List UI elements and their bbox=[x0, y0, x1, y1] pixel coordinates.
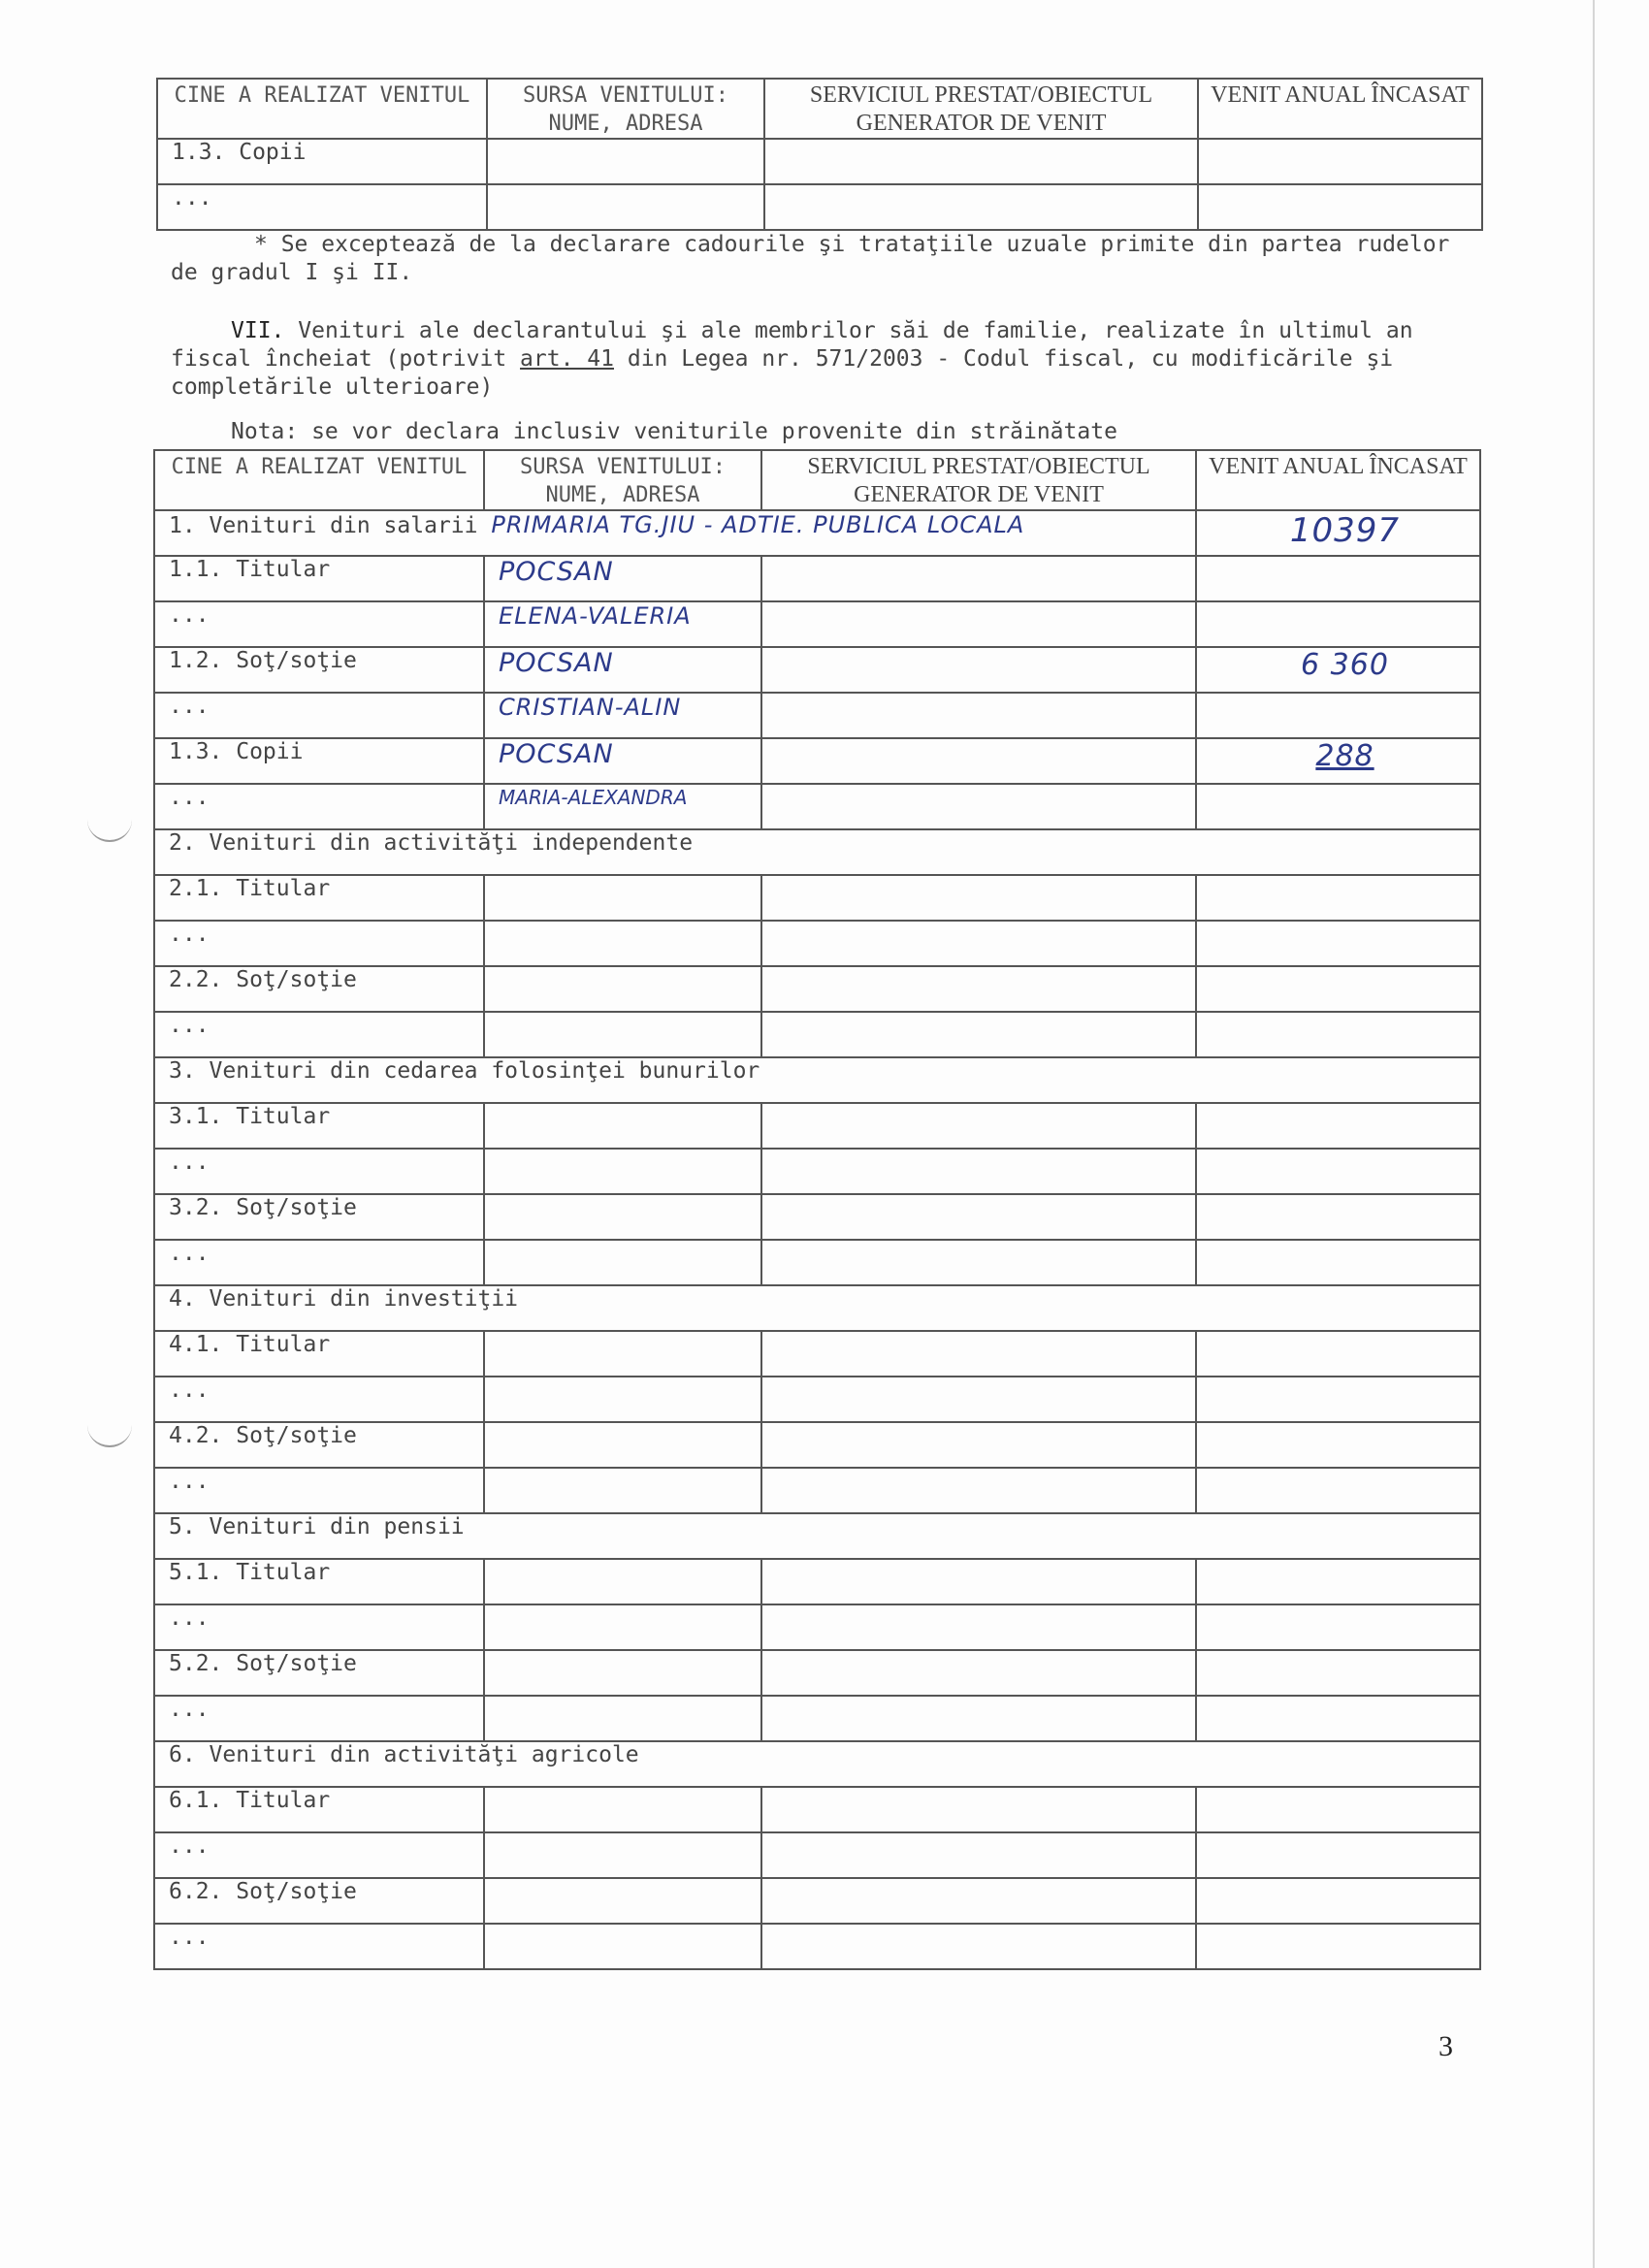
amount-cell bbox=[1196, 738, 1480, 784]
empty-cell bbox=[484, 875, 761, 921]
empty-cell bbox=[761, 966, 1196, 1012]
header-serviciul: SERVICIUL PRESTAT/OBIECTUL GENERATOR DE VENIT bbox=[764, 79, 1198, 139]
row-label: 4.1. Titular bbox=[154, 1331, 484, 1377]
row-label: ... bbox=[154, 1604, 484, 1650]
header-cine: CINE A REALIZAT VENITUL bbox=[154, 450, 484, 510]
row-label: 6.1. Titular bbox=[154, 1787, 484, 1832]
source-cell bbox=[484, 738, 761, 784]
row-label: ... bbox=[154, 1468, 484, 1513]
law-article-link[interactable]: art. 41 bbox=[520, 346, 614, 372]
empty-cell bbox=[761, 693, 1196, 738]
source-cell bbox=[484, 601, 761, 647]
header-venit: VENIT ANUAL ÎNCASAT bbox=[1196, 450, 1480, 510]
table-row bbox=[154, 1559, 1480, 1604]
row-label: 1.3. Copii bbox=[154, 738, 484, 784]
table-row bbox=[157, 184, 1482, 230]
empty-cell bbox=[761, 1103, 1196, 1149]
empty-cell bbox=[1196, 1103, 1480, 1149]
section-label: 3. Venituri din cedarea folosinţei bunurilor bbox=[154, 1057, 1480, 1103]
empty-cell bbox=[1196, 784, 1480, 829]
row-label: 3.1. Titular bbox=[154, 1103, 484, 1149]
empty-cell bbox=[1196, 1240, 1480, 1285]
row-label: ... bbox=[154, 784, 484, 829]
empty-cell bbox=[484, 921, 761, 966]
empty-cell bbox=[761, 1331, 1196, 1377]
section-label: 6. Venituri din activităţi agricole bbox=[154, 1741, 1480, 1787]
row-label: ... bbox=[154, 1924, 484, 1969]
empty-cell bbox=[484, 1650, 761, 1696]
row-label: 1.3. Copii bbox=[157, 139, 487, 184]
section-label: 4. Venituri din investiţii bbox=[154, 1285, 1480, 1331]
handwritten-name: POCSAN bbox=[499, 739, 614, 769]
row-label: ... bbox=[154, 601, 484, 647]
empty-cell bbox=[761, 556, 1196, 601]
page-number: 3 bbox=[1439, 2030, 1453, 2062]
empty-cell bbox=[764, 139, 1198, 184]
empty-cell bbox=[761, 1924, 1196, 1969]
punch-hole-mark bbox=[87, 1416, 132, 1447]
row-label: 5.1. Titular bbox=[154, 1559, 484, 1604]
empty-cell bbox=[484, 1832, 761, 1878]
section-label: 2. Venituri din activităţi independente bbox=[154, 829, 1480, 875]
table-row bbox=[154, 1787, 1480, 1832]
empty-cell bbox=[1196, 1559, 1480, 1604]
empty-cell bbox=[761, 784, 1196, 829]
empty-cell bbox=[1198, 184, 1482, 230]
salary-cell bbox=[154, 510, 1196, 556]
header-sursa: SURSA VENITULUI: NUME, ADRESA bbox=[487, 79, 764, 139]
empty-cell bbox=[761, 647, 1196, 693]
empty-cell bbox=[1196, 1377, 1480, 1422]
empty-cell bbox=[761, 921, 1196, 966]
empty-cell bbox=[761, 1377, 1196, 1422]
empty-cell bbox=[764, 184, 1198, 230]
amount-cell bbox=[1196, 647, 1480, 693]
empty-cell bbox=[484, 1696, 761, 1741]
empty-cell bbox=[484, 1377, 761, 1422]
empty-cell bbox=[484, 1878, 761, 1924]
table-row bbox=[154, 1149, 1480, 1194]
row-label: ... bbox=[154, 1149, 484, 1194]
empty-cell bbox=[761, 1604, 1196, 1650]
empty-cell bbox=[1196, 1194, 1480, 1240]
table-header-row bbox=[154, 450, 1480, 510]
row-label: ... bbox=[157, 184, 487, 230]
table-row bbox=[154, 1422, 1480, 1468]
empty-cell bbox=[484, 1559, 761, 1604]
table-row bbox=[154, 556, 1480, 601]
empty-cell bbox=[761, 1878, 1196, 1924]
table-row bbox=[154, 1604, 1480, 1650]
header-serviciul: SERVICIUL PRESTAT/OBIECTUL GENERATOR DE VENIT bbox=[761, 450, 1196, 510]
page-edge bbox=[1593, 0, 1595, 2268]
handwritten-name: POCSAN bbox=[499, 648, 614, 678]
section-row bbox=[154, 1513, 1480, 1559]
table-row bbox=[154, 1650, 1480, 1696]
empty-cell bbox=[761, 1149, 1196, 1194]
table-row bbox=[154, 1377, 1480, 1422]
section-row-salarii bbox=[154, 510, 1480, 556]
row-label: ... bbox=[154, 1696, 484, 1741]
empty-cell bbox=[1196, 1696, 1480, 1741]
section-row bbox=[154, 1741, 1480, 1787]
row-label: ... bbox=[154, 1240, 484, 1285]
table-row bbox=[154, 1878, 1480, 1924]
row-label: 4.2. Soţ/soţie bbox=[154, 1422, 484, 1468]
table-row bbox=[154, 601, 1480, 647]
handwritten-name: MARIA-ALEXANDRA bbox=[499, 786, 688, 809]
empty-cell bbox=[1196, 1468, 1480, 1513]
empty-cell bbox=[1196, 966, 1480, 1012]
row-label: 1.1. Titular bbox=[154, 556, 484, 601]
empty-cell bbox=[761, 738, 1196, 784]
empty-cell bbox=[761, 875, 1196, 921]
nota-text: Nota: se vor declara inclusiv veniturile provenite din străinătate bbox=[231, 419, 1117, 444]
section-label: 1. Venituri din salarii bbox=[169, 513, 478, 538]
table-row bbox=[154, 1331, 1480, 1377]
empty-cell bbox=[761, 1194, 1196, 1240]
empty-cell bbox=[761, 1696, 1196, 1741]
table-row bbox=[154, 875, 1480, 921]
empty-cell bbox=[1196, 1422, 1480, 1468]
row-label: ... bbox=[154, 1377, 484, 1422]
empty-cell bbox=[1196, 1878, 1480, 1924]
empty-cell bbox=[484, 1012, 761, 1057]
empty-cell bbox=[484, 1103, 761, 1149]
section-vii-text-a: Venituri ale declarantului şi ale membrilor săi de familie, realizate în ultimul an fiscal încheiat (potrivit bbox=[171, 318, 1413, 372]
empty-cell bbox=[1198, 139, 1482, 184]
empty-cell bbox=[1196, 921, 1480, 966]
empty-cell bbox=[761, 1468, 1196, 1513]
empty-cell bbox=[761, 1422, 1196, 1468]
empty-cell bbox=[761, 1240, 1196, 1285]
header-cine: CINE A REALIZAT VENITUL bbox=[157, 79, 487, 139]
income-table-continuation bbox=[156, 78, 1483, 231]
handwritten-amount: 288 bbox=[1315, 739, 1374, 773]
handwritten-name: POCSAN bbox=[499, 557, 614, 587]
empty-cell bbox=[484, 1468, 761, 1513]
empty-cell bbox=[484, 1924, 761, 1969]
table-row bbox=[154, 1240, 1480, 1285]
row-label: 2.2. Soţ/soţie bbox=[154, 966, 484, 1012]
source-cell bbox=[484, 693, 761, 738]
table-row bbox=[154, 738, 1480, 784]
empty-cell bbox=[761, 1832, 1196, 1878]
empty-cell bbox=[761, 1559, 1196, 1604]
table-row bbox=[154, 784, 1480, 829]
section-row bbox=[154, 829, 1480, 875]
empty-cell bbox=[1196, 1924, 1480, 1969]
row-label: ... bbox=[154, 921, 484, 966]
empty-cell bbox=[761, 1012, 1196, 1057]
empty-cell bbox=[1196, 1787, 1480, 1832]
table-row bbox=[154, 921, 1480, 966]
empty-cell bbox=[484, 1422, 761, 1468]
source-cell bbox=[484, 556, 761, 601]
empty-cell bbox=[761, 1650, 1196, 1696]
empty-cell bbox=[1196, 1012, 1480, 1057]
header-sursa: SURSA VENITULUI: NUME, ADRESA bbox=[484, 450, 761, 510]
section-row bbox=[154, 1285, 1480, 1331]
section-vii-intro bbox=[171, 317, 1471, 402]
table-row bbox=[154, 966, 1480, 1012]
empty-cell bbox=[1196, 601, 1480, 647]
empty-cell bbox=[761, 601, 1196, 647]
empty-cell bbox=[1196, 693, 1480, 738]
empty-cell bbox=[484, 1149, 761, 1194]
empty-cell bbox=[1196, 1149, 1480, 1194]
empty-cell bbox=[487, 184, 764, 230]
row-label: 5.2. Soţ/soţie bbox=[154, 1650, 484, 1696]
header-venit: VENIT ANUAL ÎNCASAT bbox=[1198, 79, 1482, 139]
handwritten-amount: 10397 bbox=[1289, 511, 1401, 550]
income-table bbox=[153, 449, 1481, 1970]
handwritten-name: ELENA-VALERIA bbox=[499, 602, 692, 630]
source-cell bbox=[484, 647, 761, 693]
row-label: 1.2. Soţ/soţie bbox=[154, 647, 484, 693]
section-label: 5. Venituri din pensii bbox=[154, 1513, 1480, 1559]
source-cell bbox=[484, 784, 761, 829]
footnote: * Se exceptează de la declarare cadourile şi trataţiile uzuale primite din partea rudelor de gradul I şi II. bbox=[171, 232, 1450, 285]
table-header-row bbox=[157, 79, 1482, 139]
table-row bbox=[157, 139, 1482, 184]
amount-cell bbox=[1196, 510, 1480, 556]
empty-cell bbox=[484, 1331, 761, 1377]
empty-cell bbox=[1196, 1832, 1480, 1878]
empty-cell bbox=[1196, 1650, 1480, 1696]
table-row bbox=[154, 693, 1480, 738]
empty-cell bbox=[484, 966, 761, 1012]
table-row bbox=[154, 1696, 1480, 1741]
table-row bbox=[154, 1468, 1480, 1513]
empty-cell bbox=[487, 139, 764, 184]
table-row bbox=[154, 1012, 1480, 1057]
section-vii-text-b: din Legea nr. 571/2003 - Codul fiscal, cu modificările şi completările ulterioare) bbox=[171, 346, 1394, 400]
row-label: 6.2. Soţ/soţie bbox=[154, 1878, 484, 1924]
row-label: 3.2. Soţ/soţie bbox=[154, 1194, 484, 1240]
handwritten-amount: 6 360 bbox=[1301, 648, 1389, 682]
empty-cell bbox=[484, 1604, 761, 1650]
section-row bbox=[154, 1057, 1480, 1103]
table-row bbox=[154, 647, 1480, 693]
table-row bbox=[154, 1924, 1480, 1969]
empty-cell bbox=[484, 1240, 761, 1285]
row-label: ... bbox=[154, 1832, 484, 1878]
section-vii-heading: VII. bbox=[231, 318, 285, 343]
row-label: ... bbox=[154, 1012, 484, 1057]
empty-cell bbox=[484, 1194, 761, 1240]
empty-cell bbox=[1196, 556, 1480, 601]
empty-cell bbox=[761, 1787, 1196, 1832]
handwritten-name: CRISTIAN-ALIN bbox=[499, 694, 682, 721]
table-row bbox=[154, 1832, 1480, 1878]
table-row bbox=[154, 1194, 1480, 1240]
row-label: 2.1. Titular bbox=[154, 875, 484, 921]
punch-hole-mark bbox=[87, 811, 132, 842]
empty-cell bbox=[1196, 1331, 1480, 1377]
empty-cell bbox=[1196, 1604, 1480, 1650]
empty-cell bbox=[484, 1787, 761, 1832]
table-row bbox=[154, 1103, 1480, 1149]
empty-cell bbox=[1196, 875, 1480, 921]
handwritten-employer: PRIMARIA TG.JIU - ADTIE. PUBLICA LOCALA bbox=[491, 511, 1025, 538]
row-label: ... bbox=[154, 693, 484, 738]
